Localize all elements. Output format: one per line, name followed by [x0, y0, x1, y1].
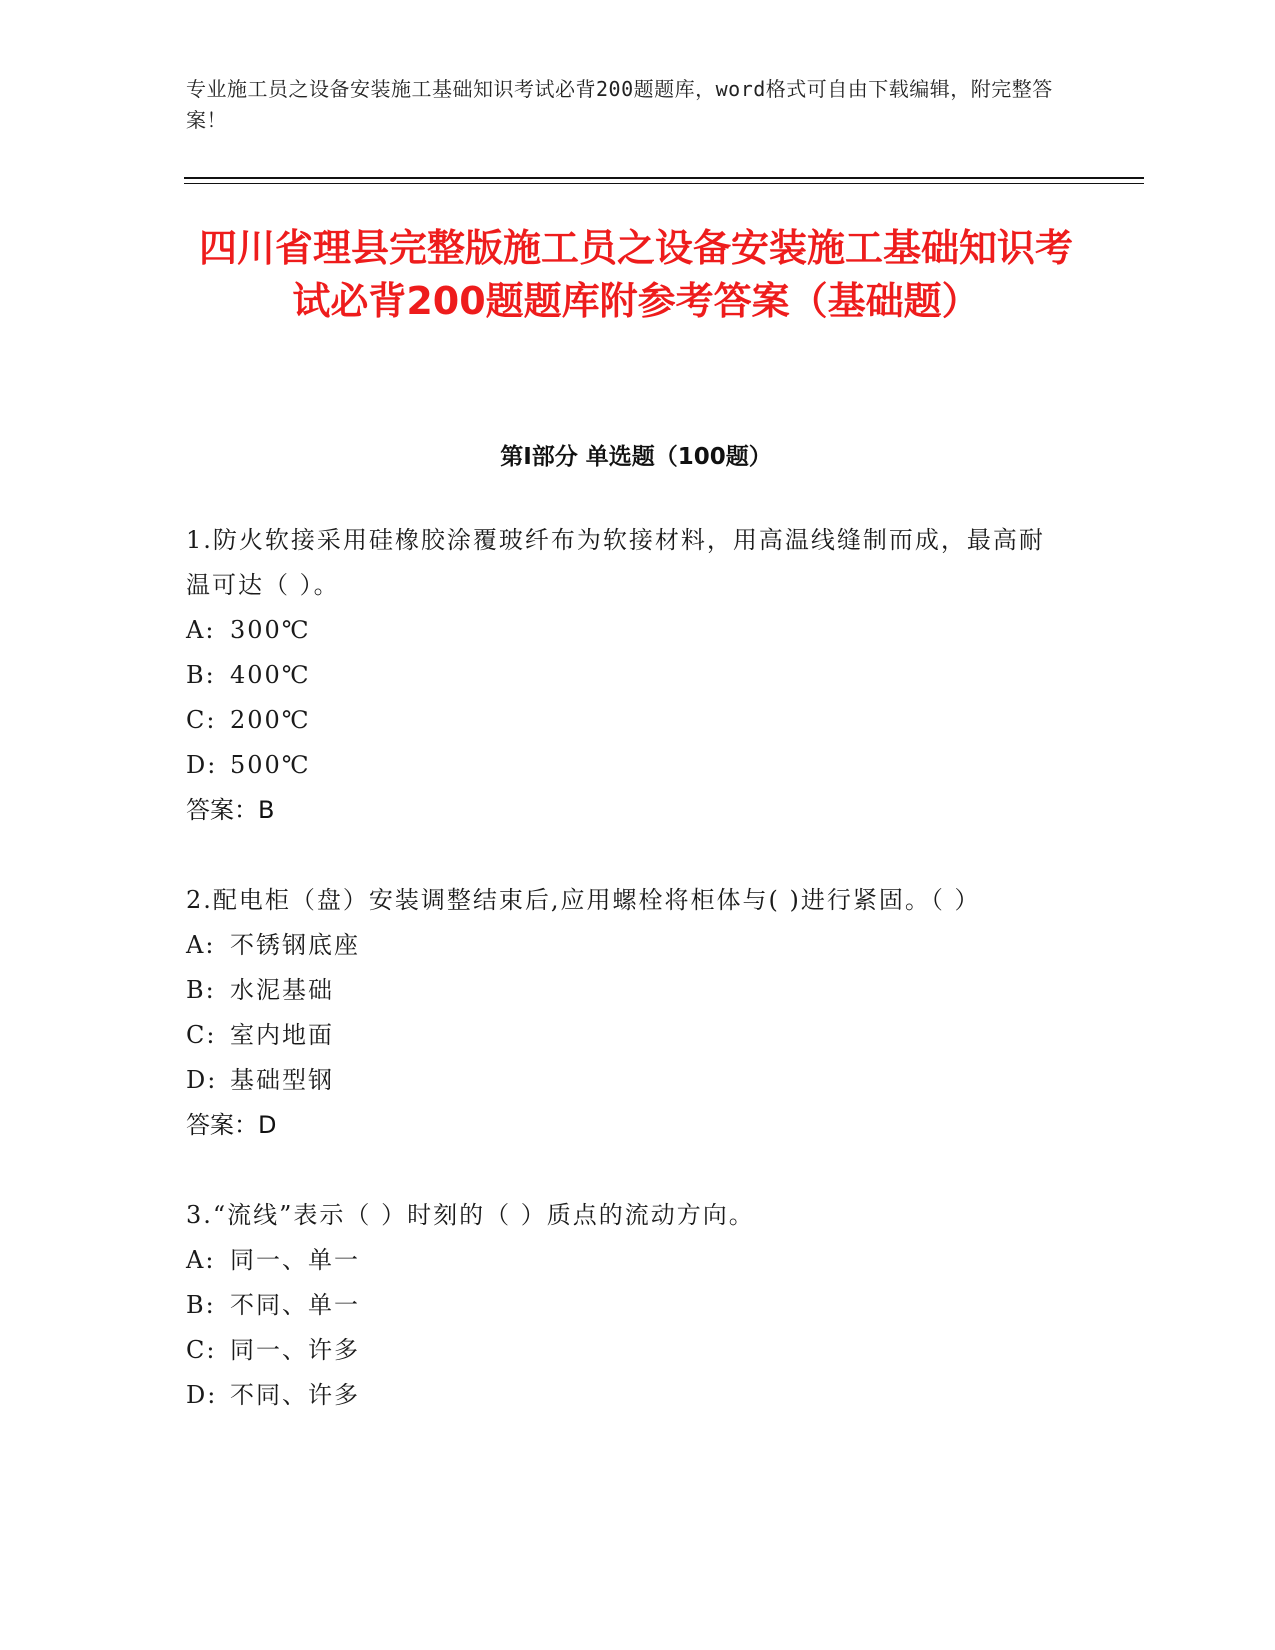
- option-text: 同一、单一: [230, 1246, 360, 1274]
- option-a: [186, 608, 1066, 653]
- answer-line: 答案：B: [186, 796, 275, 824]
- header-divider-thin: [184, 183, 1144, 184]
- question-stem: 2.配电柜（盘）安装调整结束后,应用螺栓将柜体与( )进行紧固。（ ）: [186, 886, 981, 914]
- question-list: [186, 518, 1066, 1463]
- answer-line: 答案：D: [186, 1111, 277, 1139]
- option-letter: D:: [186, 1066, 218, 1094]
- option-letter: A:: [186, 616, 216, 644]
- option-a: [186, 1238, 1066, 1283]
- option-letter: B:: [186, 1291, 216, 1319]
- option-text: 300℃: [230, 616, 311, 644]
- question-stem: 1.防火软接采用硅橡胶涂覆玻纤布为软接材料，用高温线缝制而成，最高耐温可达（ ）。: [186, 526, 1045, 599]
- option-c: [186, 1013, 1066, 1058]
- option-b: [186, 968, 1066, 1013]
- option-d: [186, 1373, 1066, 1418]
- option-letter: D:: [186, 1381, 218, 1409]
- option-d: [186, 743, 1066, 788]
- option-text: 不同、许多: [230, 1381, 360, 1409]
- option-c: [186, 1328, 1066, 1373]
- document-title: 四川省理县完整版施工员之设备安装施工基础知识考试必背200题题库附参考答案（基础题）: [198, 226, 1073, 323]
- option-letter: B:: [186, 661, 216, 689]
- option-text: 基础型钢: [230, 1066, 334, 1094]
- option-a: [186, 923, 1066, 968]
- option-text: 不锈钢底座: [230, 931, 360, 959]
- header-note: 专业施工员之设备安装施工基础知识考试必背200题题库，word格式可自由下载编辑，附完整答案！: [186, 77, 1053, 132]
- option-b: [186, 653, 1066, 698]
- option-letter: B:: [186, 976, 216, 1004]
- option-letter: A:: [186, 931, 216, 959]
- question-2: [186, 878, 1066, 1148]
- option-letter: C:: [186, 1336, 217, 1364]
- section-heading: 第Ⅰ部分 单选题（100题）: [500, 444, 772, 470]
- option-text: 同一、许多: [230, 1336, 360, 1364]
- option-letter: C:: [186, 706, 217, 734]
- option-text: 200℃: [230, 706, 311, 734]
- question-1: [186, 518, 1066, 833]
- option-text: 不同、单一: [230, 1291, 360, 1319]
- option-b: [186, 1283, 1066, 1328]
- option-letter: A:: [186, 1246, 216, 1274]
- option-text: 水泥基础: [230, 976, 334, 1004]
- option-text: 室内地面: [230, 1021, 334, 1049]
- question-3: [186, 1193, 1066, 1418]
- header-divider-thick: [184, 177, 1144, 179]
- question-stem: 3.“流线”表示（ ）时刻的（ ）质点的流动方向。: [186, 1201, 755, 1229]
- option-text: 400℃: [230, 661, 311, 689]
- option-letter: C:: [186, 1021, 217, 1049]
- option-text: 500℃: [230, 751, 311, 779]
- option-d: [186, 1058, 1066, 1103]
- option-letter: D:: [186, 751, 218, 779]
- option-c: [186, 698, 1066, 743]
